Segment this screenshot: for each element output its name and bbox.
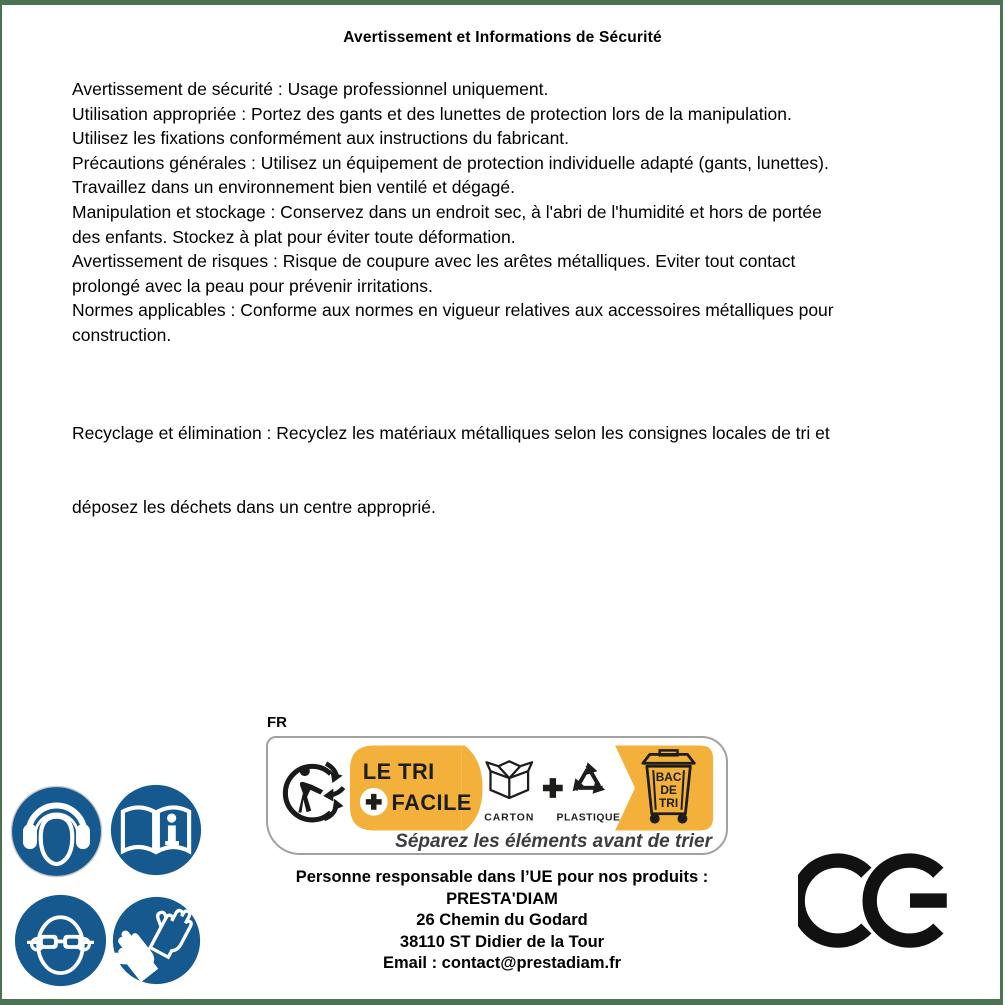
ce-mark-icon xyxy=(798,845,950,957)
bin-label-line: DE xyxy=(660,782,677,797)
material-1-label: CARTON xyxy=(484,812,535,824)
safety-line: Précautions générales : Utilisez un équipement de protection individuelle adapté (gants, lunettes). xyxy=(72,152,829,173)
recycling-paragraph xyxy=(72,372,962,569)
safety-line: des enfants. Stockez à plat pour éviter toute déformation. xyxy=(72,226,516,247)
safety-line: construction. xyxy=(72,324,172,345)
responsible-line: Email : contact@prestadiam.fr xyxy=(383,954,621,973)
safety-line: Manipulation et stockage : Conservez dans un endroit sec, à l'abri de l'humidité et hors de portée xyxy=(72,201,822,222)
infotri-recycling-label xyxy=(266,736,728,855)
infotri-headline-bottom: FACILE xyxy=(391,789,472,815)
safety-line: Recyclage et élimination : Recyclez les matériaux métalliques selon les consignes locales de tri et xyxy=(72,423,830,444)
protective-gloves-icon xyxy=(112,896,201,985)
page-title: Avertissement et Informations de Sécurité xyxy=(343,29,662,46)
bin-label-line: BAC xyxy=(655,770,682,785)
infotri-band xyxy=(350,745,724,831)
safety-line: Utilisation appropriée : Portez des gants et des lunettes de protection lors de la manipulation. xyxy=(72,103,792,124)
read-manual-icon xyxy=(110,784,202,876)
country-code-label: FR xyxy=(267,714,287,731)
eye-protection-icon xyxy=(14,894,107,987)
safety-line: déposez les déchets dans un centre approprié. xyxy=(72,497,436,518)
safety-line: Avertissement de risques : Risque de coupure avec les arêtes métalliques. Eviter tout contact xyxy=(72,251,796,272)
safety-line: prolongé avec la peau pour prévenir irritations. xyxy=(72,275,433,296)
material-2-label: PLASTIQUE xyxy=(556,812,621,824)
responsible-line: 26 Chemin du Godard xyxy=(416,911,588,930)
safety-line: Utilisez les fixations conformément aux instructions du fabricant. xyxy=(72,128,570,149)
infotri-headline-top: LE TRI xyxy=(362,759,435,785)
triman-logo-icon xyxy=(278,742,350,848)
safety-line: Travaillez dans un environnement bien ventilé et dégagé. xyxy=(72,177,515,198)
safety-line: Normes applicables : Conforme aux normes en vigueur relatives aux accessoires métalliques pour xyxy=(72,300,834,321)
ear-protection-icon xyxy=(10,785,103,878)
responsible-line: 38110 ST Didier de la Tour xyxy=(399,932,605,951)
safety-text-block xyxy=(72,77,962,569)
infotri-tagline: Séparez les éléments avant de trier xyxy=(395,831,712,852)
responsible-line: PRESTA'DIAM xyxy=(446,889,558,908)
responsible-line: Personne responsable dans l’UE pour nos produits : xyxy=(295,868,709,886)
responsible-person-block xyxy=(252,867,752,975)
safety-line: Avertissement de sécurité : Usage professionnel uniquement. xyxy=(72,79,549,99)
bin-label-line: TRI xyxy=(659,795,679,810)
